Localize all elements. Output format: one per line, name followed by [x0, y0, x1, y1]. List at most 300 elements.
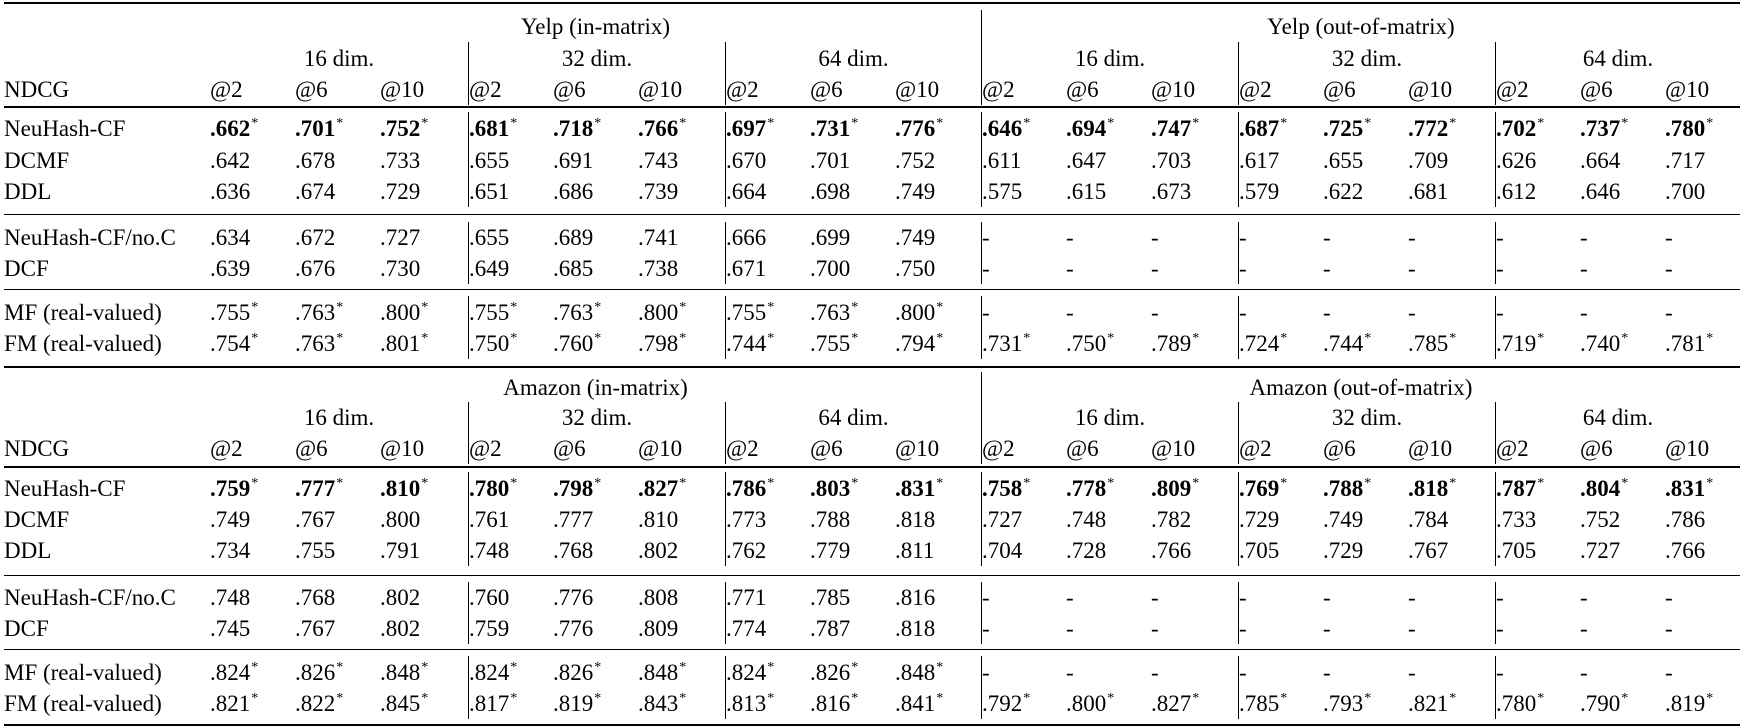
value-cell: .821 * [1408, 688, 1495, 719]
cutoff-header: @10 [638, 77, 683, 102]
value-cell: .767 [1408, 538, 1449, 563]
value-cell: - [1495, 222, 1580, 253]
dim-header: 16 dim. [303, 45, 375, 71]
value-cell: .575 [981, 176, 1066, 207]
value-cell: .647 [1066, 147, 1107, 173]
value-cell: .771 [725, 582, 810, 613]
value-cell: - [1580, 225, 1588, 250]
method-name: DCF [4, 256, 49, 281]
table-row [4, 176, 1740, 207]
value-cell: .734 [210, 538, 251, 563]
value-cell: - [1580, 256, 1588, 281]
section-rule [4, 644, 1740, 656]
table-row [4, 535, 1740, 566]
value-cell: .749 [895, 225, 936, 250]
dim-header: 64 dim. [725, 42, 981, 74]
rule-cell [4, 0, 1740, 10]
in-matrix-title: Amazon (in-matrix) [503, 374, 688, 400]
value-cell: .717 [1665, 147, 1706, 173]
amazon-results-table [4, 359, 1740, 728]
value-cell: .813 * [725, 688, 810, 719]
value-cell: .739 [638, 179, 679, 204]
value-cell: .686 [553, 179, 594, 204]
metric-label: NDCG [4, 436, 70, 461]
cutoff-header-row [4, 433, 1740, 464]
cutoff-header: @6 [1066, 77, 1099, 102]
value-cell: .808 [638, 585, 679, 610]
value-cell: .763 * [553, 296, 638, 328]
value-cell: .755 * [210, 296, 295, 328]
value-cell: .664 [1580, 147, 1621, 173]
value-cell: .689 [553, 225, 594, 250]
value-cell: .759 [468, 613, 553, 644]
value-cell: .810 [638, 507, 679, 532]
value-cell: .801 * [380, 328, 468, 359]
corner-cell [4, 402, 210, 433]
value-cell: - [1238, 222, 1323, 253]
value-cell: - [1238, 582, 1323, 613]
corner-cell [4, 42, 210, 74]
value-cell: - [1665, 616, 1673, 641]
value-cell: .579 [1238, 176, 1323, 207]
value-cell: - [1323, 659, 1331, 685]
value-cell: .691 [553, 147, 594, 173]
method-name: NeuHash-CF/no.C [4, 225, 176, 250]
value-cell: .811 [895, 538, 935, 563]
value-cell: .766 [1151, 538, 1192, 563]
method-name: DDL [4, 538, 52, 563]
table-separator-rule [4, 359, 1740, 372]
value-cell: - [1066, 299, 1074, 325]
value-cell: .785 * [1408, 328, 1495, 359]
table-row [4, 296, 1740, 328]
cutoff-header: @2 [210, 77, 243, 102]
value-cell: .678 [295, 147, 336, 173]
value-cell: .731 * [810, 112, 895, 144]
cutoff-header: @2 [725, 433, 810, 464]
value-cell: .800 [380, 507, 421, 532]
value-cell: - [1408, 256, 1416, 281]
cutoff-header: @10 [1408, 436, 1453, 461]
value-cell: .768 [295, 585, 336, 610]
value-cell: - [1323, 299, 1331, 325]
value-cell: .790 * [1580, 688, 1665, 719]
value-cell: - [1066, 256, 1074, 281]
header-rule [4, 105, 1740, 112]
value-cell: - [1238, 613, 1323, 644]
value-cell: - [1151, 659, 1159, 685]
value-cell: .782 [1151, 507, 1192, 532]
dim-header: 32 dim. [1238, 402, 1495, 433]
value-cell: .700 [810, 256, 851, 281]
value-cell: .779 [810, 538, 851, 563]
value-cell: - [1066, 225, 1074, 250]
value-cell: .646 [1580, 179, 1621, 204]
method-name: NeuHash-CF [4, 115, 126, 141]
dataset-title-row [4, 10, 1740, 42]
value-cell: .772 * [1408, 112, 1495, 144]
value-cell: .831 * [895, 472, 981, 504]
value-cell: - [1408, 299, 1416, 325]
value-cell: - [981, 582, 1066, 613]
value-cell: .749 [1323, 507, 1364, 532]
value-cell: .822 * [295, 688, 380, 719]
method-name: FM (real-valued) [4, 331, 162, 356]
table-row [4, 688, 1740, 719]
value-cell: .785 * [1238, 688, 1323, 719]
bottom-rule [4, 719, 1740, 728]
value-cell: .841 * [895, 688, 981, 719]
section-rule-line [4, 214, 1740, 215]
value-cell: .755 * [725, 296, 810, 328]
rule-cell [4, 719, 1740, 728]
value-cell: .733 [380, 147, 421, 173]
value-cell: - [981, 253, 1066, 284]
value-cell: .626 [1495, 144, 1580, 176]
value-cell: .826 * [553, 656, 638, 688]
value-cell: .670 [725, 144, 810, 176]
value-cell: - [1665, 585, 1673, 610]
top-rule-line [4, 2, 1740, 4]
value-cell: .662 * [210, 112, 295, 144]
value-cell: .703 [1151, 147, 1192, 173]
value-cell: .725 * [1323, 112, 1408, 144]
value-cell: .810 * [380, 472, 468, 504]
value-cell: .612 [1495, 176, 1580, 207]
dim-header: 64 dim. [1495, 42, 1740, 74]
value-cell: .819 * [1665, 688, 1740, 719]
value-cell: .776 [553, 616, 594, 641]
rule-cell [4, 105, 1740, 112]
value-cell: .848 * [380, 656, 468, 688]
value-cell: - [1495, 656, 1580, 688]
value-cell: .705 [1495, 535, 1580, 566]
value-cell: .755 * [810, 328, 895, 359]
cutoff-header: @10 [895, 77, 940, 102]
value-cell: .777 * [295, 472, 380, 504]
value-cell: .685 [553, 256, 594, 281]
value-cell: - [981, 613, 1066, 644]
table-row [4, 504, 1740, 535]
value-cell: .760 * [553, 328, 638, 359]
value-cell: .681 * [468, 112, 553, 144]
value-cell: - [1495, 582, 1580, 613]
value-cell: .719 * [1495, 328, 1580, 359]
value-cell: .755 * [468, 296, 553, 328]
value-cell: - [1495, 253, 1580, 284]
value-cell: .826 * [810, 656, 895, 688]
value-cell: .673 [1151, 179, 1192, 204]
header-rule-line [4, 106, 1740, 108]
table-row [4, 112, 1740, 144]
value-cell: .773 [725, 504, 810, 535]
value-cell: .763 * [295, 296, 380, 328]
value-cell: .831 * [1665, 472, 1740, 504]
value-cell: .701 [810, 147, 851, 173]
method-name: NeuHash-CF/no.C [4, 585, 176, 610]
cutoff-header: @2 [468, 433, 553, 464]
value-cell: .639 [210, 256, 251, 281]
metric-label: NDCG [4, 77, 70, 102]
value-cell: .702 * [1495, 112, 1580, 144]
yelp-results-table [4, 0, 1740, 359]
value-cell: .750 * [1066, 328, 1151, 359]
value-cell: .787 [810, 616, 851, 641]
value-cell: .728 [1066, 538, 1107, 563]
value-cell: .786 [1665, 507, 1706, 532]
value-cell: - [1238, 656, 1323, 688]
cutoff-header: @2 [1495, 433, 1580, 464]
value-cell: - [1151, 256, 1159, 281]
value-cell: - [1408, 225, 1416, 250]
value-cell: .740 * [1580, 328, 1665, 359]
value-cell: .826 * [295, 656, 380, 688]
value-cell: .781 * [1665, 328, 1740, 359]
value-cell: .766 * [638, 112, 725, 144]
value-cell: .748 [468, 535, 553, 566]
value-cell: .701 * [295, 112, 380, 144]
dimension-row [4, 42, 1740, 74]
value-cell: .754 * [210, 328, 295, 359]
value-cell: .743 [638, 147, 679, 173]
value-cell: - [1323, 616, 1331, 641]
section-rule [4, 207, 1740, 222]
value-cell: .809 * [1151, 472, 1238, 504]
value-cell: - [1323, 256, 1331, 281]
value-cell: .758 * [981, 472, 1066, 504]
value-cell: - [1238, 253, 1323, 284]
value-cell: .824 * [210, 656, 295, 688]
value-cell: .672 [295, 225, 336, 250]
value-cell: .788 * [1323, 472, 1408, 504]
section-rule-line [4, 575, 1740, 576]
value-cell: .780 * [1495, 688, 1580, 719]
value-cell: .741 [638, 225, 679, 250]
value-cell: .749 [210, 507, 251, 532]
value-cell: .664 [725, 176, 810, 207]
cutoff-header: @2 [981, 433, 1066, 464]
value-cell: - [1066, 616, 1074, 641]
value-cell: - [1408, 659, 1416, 685]
rule-cell [4, 644, 1740, 656]
value-cell: .827 * [638, 472, 725, 504]
value-cell: .819 * [553, 688, 638, 719]
value-cell: .649 [468, 253, 553, 284]
value-cell: .759 * [210, 472, 295, 504]
dim-header: 16 dim. [981, 402, 1238, 433]
value-cell: .750 * [468, 328, 553, 359]
top-rule [4, 0, 1740, 10]
value-cell: .745 [210, 616, 251, 641]
value-cell: .705 [1238, 535, 1323, 566]
value-cell: .611 [981, 144, 1066, 176]
value-cell: .731 * [981, 328, 1066, 359]
value-cell: .617 [1238, 144, 1323, 176]
cutoff-header: @10 [895, 436, 940, 461]
value-cell: .698 [810, 179, 851, 204]
value-cell: .727 [981, 504, 1066, 535]
value-cell: .785 [810, 585, 851, 610]
rule-cell [4, 566, 1740, 582]
dataset-title-row [4, 372, 1740, 402]
value-cell: .766 [1665, 538, 1706, 563]
value-cell: .800 * [895, 296, 981, 328]
value-cell: .748 [1066, 507, 1107, 532]
value-cell: .827 * [1151, 688, 1238, 719]
cutoff-header: @10 [380, 436, 425, 461]
value-cell: - [1151, 616, 1159, 641]
cutoff-header: @6 [810, 77, 843, 102]
value-cell: .848 * [895, 656, 981, 688]
separator-rule-line [4, 366, 1740, 368]
value-cell: .727 [1580, 538, 1621, 563]
cutoff-header: @2 [1238, 433, 1323, 464]
cutoff-header: @10 [1151, 77, 1196, 102]
value-cell: .651 [468, 176, 553, 207]
value-cell: - [1665, 659, 1673, 685]
table-row [4, 613, 1740, 644]
value-cell: .671 [725, 253, 810, 284]
value-cell: .666 [725, 222, 810, 253]
value-cell: .843 * [638, 688, 725, 719]
value-cell: - [1151, 299, 1159, 325]
value-cell: .802 [380, 616, 421, 641]
cutoff-header: @6 [1580, 77, 1613, 102]
dimension-row [4, 402, 1740, 433]
out-of-matrix-title: Amazon (out-of-matrix) [981, 372, 1740, 402]
value-cell: - [1665, 299, 1673, 325]
value-cell: .655 [1323, 147, 1364, 173]
value-cell: .776 * [895, 112, 981, 144]
value-cell: .817 * [468, 688, 553, 719]
value-cell: .789 * [1151, 328, 1238, 359]
value-cell: .786 * [725, 472, 810, 504]
value-cell: - [1066, 585, 1074, 610]
value-cell: .615 [1066, 179, 1107, 204]
value-cell: .768 [553, 538, 594, 563]
value-cell: - [1495, 296, 1580, 328]
value-cell: .776 [553, 585, 594, 610]
value-cell: - [1580, 616, 1588, 641]
bottom-rule-line [4, 724, 1740, 726]
value-cell: - [1665, 256, 1673, 281]
value-cell: .655 [468, 222, 553, 253]
cutoff-header: @10 [638, 436, 683, 461]
value-cell: .777 [553, 507, 594, 532]
value-cell: - [1580, 299, 1588, 325]
value-cell: .730 [380, 256, 421, 281]
value-cell: - [981, 222, 1066, 253]
cutoff-header-row [4, 74, 1740, 105]
value-cell: .655 [468, 144, 553, 176]
out-of-matrix-title: Yelp (out-of-matrix) [981, 10, 1740, 42]
value-cell: .697 * [725, 112, 810, 144]
method-name: NeuHash-CF [4, 475, 126, 501]
table-row [4, 222, 1740, 253]
method-name: DDL [4, 179, 52, 204]
value-cell: .733 [1495, 504, 1580, 535]
section-rule [4, 566, 1740, 582]
cutoff-header: @6 [1580, 436, 1613, 461]
cutoff-header: @2 [1238, 74, 1323, 105]
value-cell: .818 * [1408, 472, 1495, 504]
value-cell: .802 [638, 538, 679, 563]
value-cell: - [981, 296, 1066, 328]
rule-cell [4, 359, 1740, 372]
value-cell: .767 [295, 616, 336, 641]
value-cell: .755 [295, 538, 336, 563]
value-cell: .791 [380, 538, 421, 563]
dim-header: 32 dim. [468, 402, 725, 433]
corner-cell [4, 372, 210, 402]
table-row [4, 144, 1740, 176]
value-cell: .787 * [1495, 472, 1580, 504]
value-cell: .803 * [810, 472, 895, 504]
value-cell: .818 [895, 616, 936, 641]
value-cell: .700 [1665, 179, 1706, 204]
dim-header: 16 dim. [981, 42, 1238, 74]
value-cell: .762 [725, 535, 810, 566]
value-cell: .848 * [638, 656, 725, 688]
table-row [4, 472, 1740, 504]
cutoff-header: @2 [1495, 74, 1580, 105]
value-cell: .744 * [1323, 328, 1408, 359]
table-row [4, 656, 1740, 688]
value-cell: .694 * [1066, 112, 1151, 144]
value-cell: .793 * [1323, 688, 1408, 719]
table-row [4, 582, 1740, 613]
rule-cell [4, 464, 1740, 472]
cutoff-header: @6 [295, 436, 328, 461]
value-cell: - [1665, 225, 1673, 250]
rule-cell [4, 284, 1740, 296]
cutoff-header: @2 [981, 74, 1066, 105]
method-name: DCMF [4, 147, 70, 173]
cutoff-header: @6 [1323, 77, 1356, 102]
value-cell: .824 * [468, 656, 553, 688]
value-cell: - [1151, 225, 1159, 250]
value-cell: - [1408, 585, 1416, 610]
dim-header: 64 dim. [1495, 402, 1740, 433]
table-row [4, 253, 1740, 284]
corner-cell [4, 10, 210, 42]
section-rule [4, 284, 1740, 296]
value-cell: - [1580, 585, 1588, 610]
value-cell: .809 [638, 616, 679, 641]
table-row [4, 328, 1740, 359]
cutoff-header: @10 [1665, 436, 1710, 461]
method-name: DCMF [4, 507, 70, 532]
value-cell: .788 [810, 507, 851, 532]
value-cell: .800 * [638, 296, 725, 328]
value-cell: .748 [210, 585, 251, 610]
method-name: FM (real-valued) [4, 691, 162, 716]
value-cell: .778 * [1066, 472, 1151, 504]
cutoff-header: @10 [380, 77, 425, 102]
value-cell: .767 [295, 507, 336, 532]
value-cell: - [1580, 659, 1588, 685]
value-cell: .774 [725, 613, 810, 644]
value-cell: .681 [1408, 179, 1449, 204]
method-name: DCF [4, 616, 49, 641]
value-cell: .749 [895, 179, 936, 204]
value-cell: .744 * [725, 328, 810, 359]
method-name: MF (real-valued) [4, 659, 162, 685]
cutoff-header: @6 [295, 77, 328, 102]
value-cell: .769 * [1238, 472, 1323, 504]
value-cell: .845 * [380, 688, 468, 719]
method-name: MF (real-valued) [4, 299, 162, 325]
